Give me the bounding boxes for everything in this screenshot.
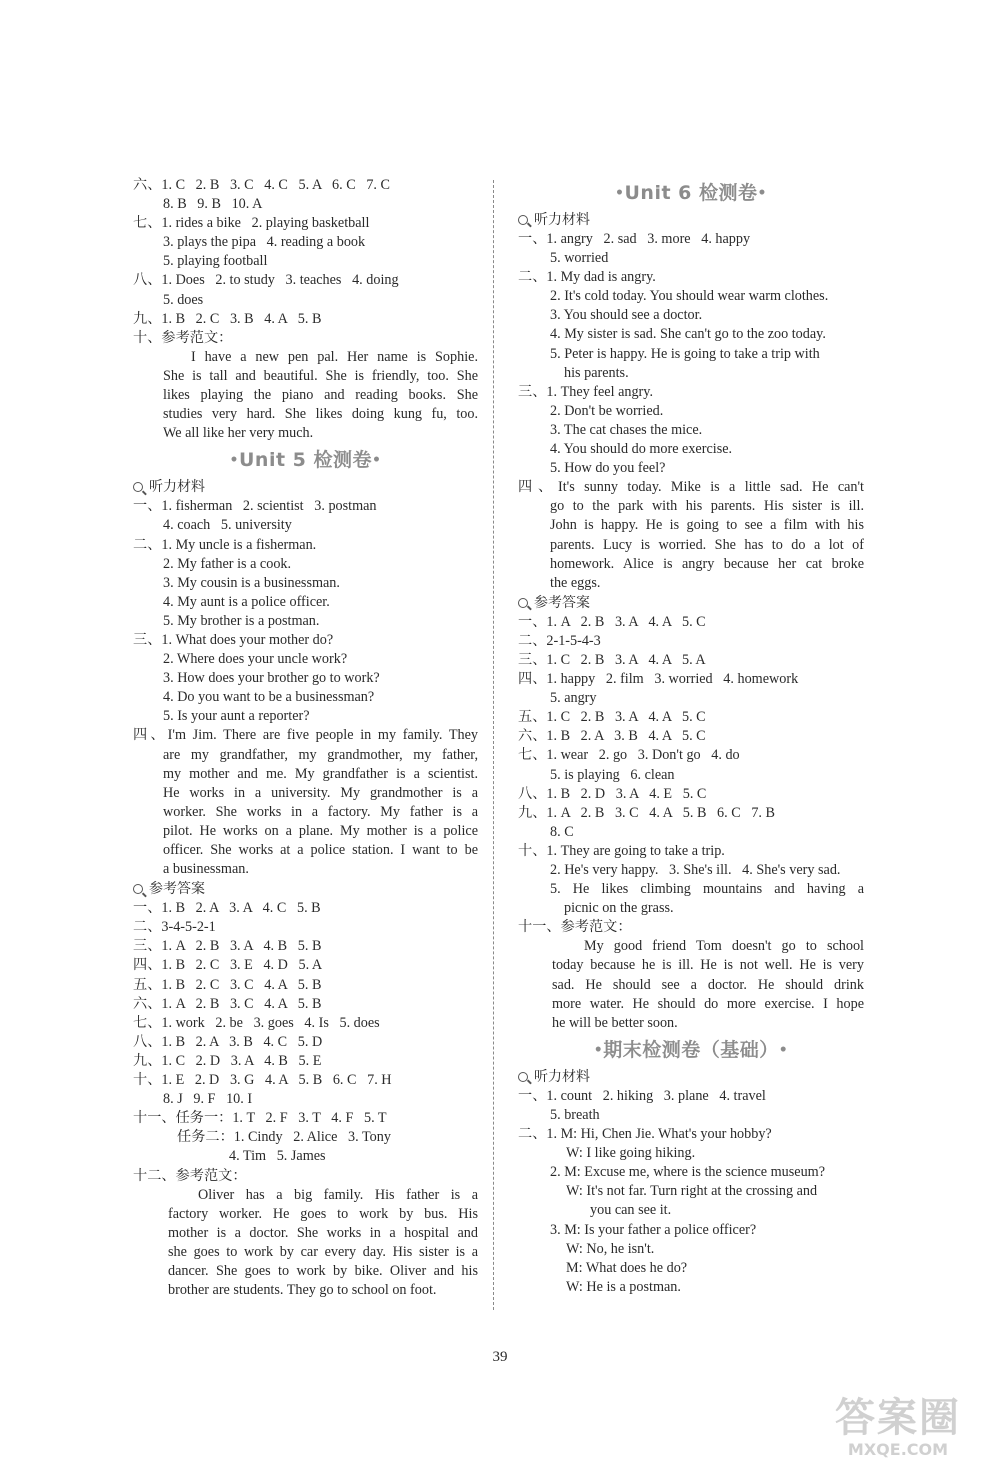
text-line: his parents. [564, 364, 629, 381]
text-line: 七、1. rides a bike 2. playing basketball [133, 215, 370, 232]
text-line: 3. plays the pipa 4. reading a book [163, 234, 366, 251]
essay-line: mother is a doctor. She works in a hospital and [168, 1224, 478, 1241]
text-line: 六、1. C 2. B 3. C 4. C 5. A 6. C 7. C [133, 177, 390, 193]
para-line: 四、It's sunny today. Mike is a little sad. He can't [518, 479, 864, 496]
answer-line: 5. is playing 6. clean [550, 766, 675, 783]
text-line: 一、1. fisherman 2. scientist 3. postman [133, 498, 377, 515]
essay-line: My good friend Tom doesn't go to school [584, 938, 864, 955]
answer-line: 五、1. C 2. B 3. A 4. A 5. C [518, 709, 706, 726]
answer-line: 4. Tim 5. James [229, 1148, 326, 1165]
text-line: 5. does [163, 291, 204, 308]
text-line: 九、1. B 2. C 3. B 4. A 5. B [133, 310, 322, 327]
essay-line: likes playing the piano and reading books. She [163, 387, 478, 404]
text-line: 一、1. count 2. hiking 3. plane 4. travel [518, 1087, 766, 1104]
essay-line: sad. He should see a doctor. He should drink [552, 976, 864, 993]
answer-line: 四、1. B 2. C 3. E 4. D 5. A [133, 957, 323, 974]
answer-line: 七、1. wear 2. go 3. Don't go 4. do [518, 747, 740, 764]
essay-line: dancer. She goes to work by bike. Oliver and his [168, 1262, 478, 1279]
answer-line: 一、1. A 2. B 3. A 4. A 5. C [518, 613, 706, 630]
text-line: 八、1. Does 2. to study 3. teaches 4. doing [133, 272, 399, 289]
search-icon [133, 482, 143, 492]
text-line: 5. How do you feel? [550, 460, 666, 477]
essay-line: I have a new pen pal. Her name is Sophie. [191, 348, 478, 365]
answer-line: 十一、任务一：1. T 2. F 3. T 4. F 5. T [133, 1110, 387, 1127]
text-line: 2. It's cold today. You should wear warm clothes. [550, 288, 829, 305]
answer-line: 任务二：1. Cindy 2. Alice 3. Tony [177, 1129, 391, 1146]
text-line: M: What does he do? [566, 1259, 688, 1276]
para-line: parents. Lucy is worried. She has to do a lot of [550, 536, 864, 553]
answer-line: 八、1. B 2. A 3. B 4. C 5. D [133, 1033, 323, 1050]
text-line: 二、1. My dad is angry. [518, 269, 656, 286]
text-line: 2. Where does your uncle work? [163, 651, 348, 668]
listening-section-label: 听力材料 [518, 1067, 864, 1087]
answers-section-label: 参考答案 [518, 593, 864, 613]
final-test-title: •期末检测卷（基础）• [593, 1038, 789, 1061]
answer-line: 8. C [550, 823, 574, 840]
text-line: W: It's not far. Turn right at the crossing and [566, 1183, 818, 1200]
essay-line: brother are students. They go to school on foot. [168, 1282, 437, 1299]
answer-line: 六、1. B 2. A 3. B 4. A 5. C [518, 728, 706, 745]
text-line: you can see it. [590, 1202, 672, 1219]
watermark-logo: 答案圈 MXQE.COM [835, 1395, 961, 1459]
para-line: are my grandfather, my grandmother, my father, [163, 746, 478, 763]
answer-line: 七、1. work 2. be 3. goes 4. Is 5. does [133, 1014, 380, 1031]
para-line: officer. She works at a police station. I want to be [163, 842, 478, 858]
text-line: 4. Do you want to be a businessman? [163, 689, 375, 706]
para-line: the eggs. [550, 574, 601, 591]
para-line: go to the park with his parents. His sister is ill. [550, 498, 864, 515]
answer-line: 二、2-1-5-4-3 [518, 632, 601, 649]
text-line: 2. Don't be worried. [550, 402, 664, 419]
answer-line: 十一、参考范文： [518, 919, 632, 936]
answer-line: 8. J 9. F 10. I [163, 1091, 253, 1108]
answer-line: 5. angry [550, 690, 597, 707]
text-line: 二、1. M: Hi, Chen Jie. What's your hobby? [518, 1126, 772, 1143]
essay-line: We all like her very much. [163, 425, 314, 442]
text-line: 4. My sister is sad. She can't go to the zoo today. [550, 326, 826, 343]
essay-line: more water. He should do more exercise. I hope [552, 995, 864, 1012]
answer-line: 五、1. B 2. C 3. C 4. A 5. B [133, 976, 322, 993]
right-column [518, 176, 864, 1297]
text-line: 2. M: Excuse me, where is the science museum? [550, 1164, 825, 1181]
answer-line: 三、1. A 2. B 3. A 4. B 5. B [133, 938, 322, 955]
text-line: W: He is a postman. [566, 1278, 681, 1295]
text-line: 3. M: Is your father a police officer? [550, 1221, 757, 1238]
text-line: 5. My brother is a postman. [163, 612, 320, 629]
essay-line: factory worker. He goes to work by bus. His [168, 1205, 478, 1222]
answer-line: 十二、参考范文： [133, 1167, 247, 1184]
unit-5-title: •Unit 5 检测卷• [229, 449, 382, 472]
answers-section-label: 参考答案 [133, 879, 478, 899]
text-line: 4. You should do more exercise. [550, 441, 733, 458]
text-line: 二、1. My uncle is a fisherman. [133, 536, 317, 553]
text-line: 8. B 9. B 10. A [163, 196, 263, 213]
answer-line: 十、1. E 2. D 3. G 4. A 5. B 6. C 7. H [133, 1072, 392, 1089]
unit-6-title: •Unit 6 检测卷• [615, 182, 767, 204]
answer-line: 九、1. C 2. D 3. A 4. B 5. E [133, 1052, 322, 1069]
search-icon [518, 215, 528, 225]
answer-line: 六、1. A 2. B 3. C 4. A 5. B [133, 995, 322, 1012]
answer-line: 二、3-4-5-2-1 [133, 919, 216, 936]
essay-line: he will be better soon. [552, 1014, 678, 1031]
answer-line: 九、1. A 2. B 3. C 4. A 5. B 6. C 7. B [518, 804, 775, 821]
text-line: 5. Is your aunt a reporter? [163, 708, 310, 725]
search-icon [518, 598, 528, 608]
answer-line: 一、1. B 2. A 3. A 4. C 5. B [133, 900, 321, 917]
essay-line: today because he is ill. He is not well. He is very [552, 957, 864, 974]
text-line: W: No, he isn't. [566, 1240, 655, 1257]
answer-line: 十、1. They are going to take a trip. [518, 842, 725, 859]
essay-line: She is tall and beautiful. She is friendly, too. She [163, 367, 478, 384]
column-divider [493, 180, 494, 1310]
text-line: 3. My cousin is a businessman. [163, 574, 340, 591]
text-line: W: I like going hiking. [566, 1145, 696, 1162]
text-line: 3. You should see a doctor. [550, 307, 703, 324]
answer-line: 四、1. happy 2. film 3. worried 4. homework [518, 671, 799, 688]
answer-line: 三、1. C 2. B 3. A 4. A 5. A [518, 651, 706, 668]
para-line: a businessman. [163, 861, 249, 878]
page-number: 39 [492, 1349, 508, 1365]
text-line: 5. playing football [163, 253, 268, 270]
para-line: pilot. He works on a plane. My mother is a police [163, 822, 478, 839]
para-line: John is happy. He is going to see a film with his [550, 517, 864, 534]
answer-line: 5. He likes climbing mountains and having a [550, 881, 864, 898]
para-line: my mother and me. My grandfather is a scientist. [163, 765, 478, 782]
text-line: 三、1. What does your mother do? [133, 631, 334, 648]
text-line: 5. worried [550, 250, 609, 267]
text-line: 4. My aunt is a police officer. [163, 593, 330, 610]
text-line: 3. How does your brother go to work? [163, 670, 380, 687]
para-line: He works in a university. My grandmother is a [163, 784, 478, 801]
para-line: 四、I'm Jim. There are five people in my family. They [133, 727, 478, 744]
listening-section-label: 听力材料 [518, 210, 864, 230]
text-line: 一、1. angry 2. sad 3. more 4. happy [518, 231, 751, 247]
text-line: 3. The cat chases the mice. [550, 421, 703, 438]
search-icon [518, 1072, 528, 1082]
search-icon [133, 884, 143, 894]
essay-line: Oliver has a big family. His father is a [198, 1186, 478, 1203]
text-line: 十、参考范文： [133, 329, 233, 346]
left-column [133, 176, 478, 1300]
para-line: homework. Alice is angry because her cat broke [550, 555, 864, 572]
text-line: 4. coach 5. university [163, 517, 292, 534]
para-line: worker. She works in a factory. My father is a [163, 803, 478, 820]
answer-line: 2. He's very happy. 3. She's ill. 4. She's very sad. [550, 862, 841, 878]
answer-line: picnic on the grass. [564, 900, 674, 917]
essay-line: she goes to work by car every day. His sister is a [168, 1243, 478, 1260]
text-line: 三、1. They feel angry. [518, 383, 653, 400]
listening-section-label: 听力材料 [133, 477, 478, 497]
text-line: 5. breath [550, 1106, 600, 1123]
text-line: 2. My father is a cook. [163, 555, 292, 572]
text-line: 5. Peter is happy. He is going to take a trip with [550, 345, 820, 362]
essay-line: studies very hard. She likes doing kung fu, too. [163, 406, 478, 423]
answer-line: 八、1. B 2. D 3. A 4. E 5. C [518, 785, 707, 802]
